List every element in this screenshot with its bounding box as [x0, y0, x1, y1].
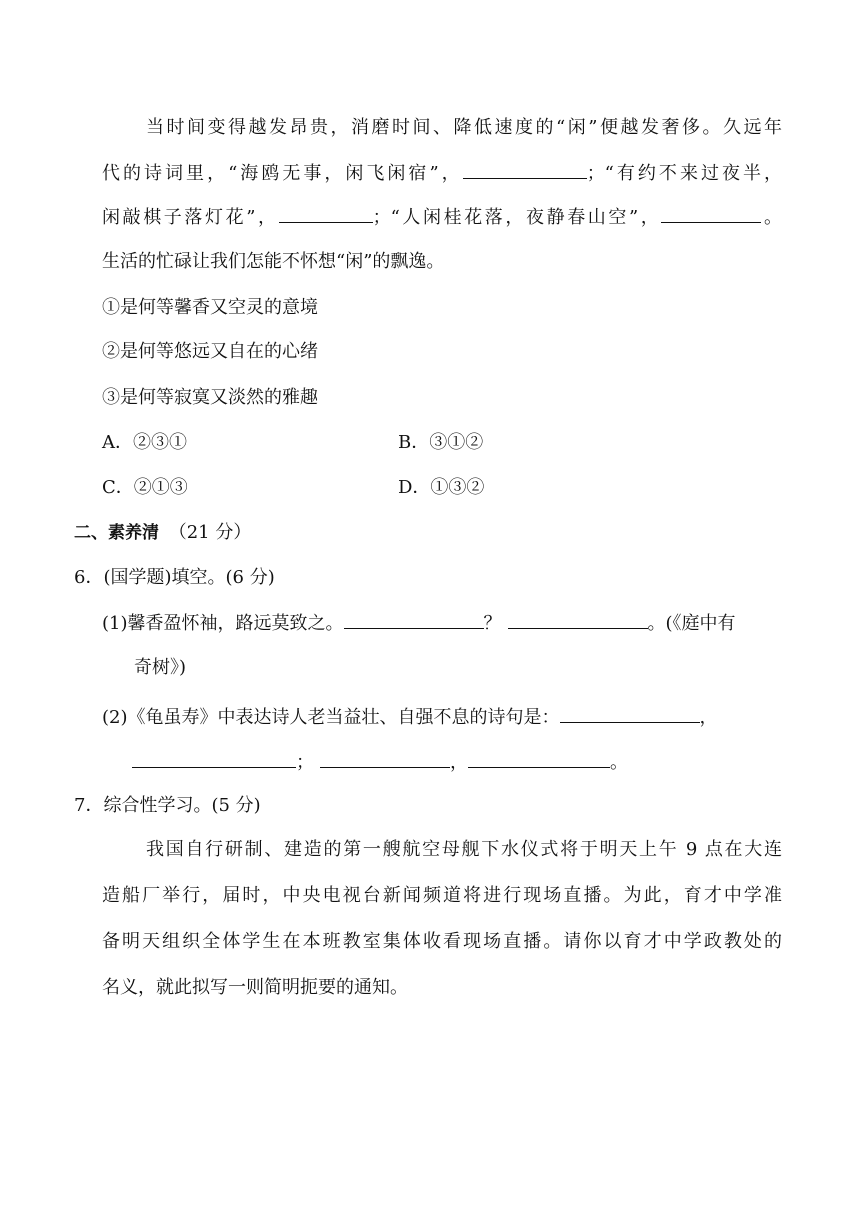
question-6-part-1: [102, 610, 736, 636]
passage-text-2b: ；“有约不来过夜半，: [586, 163, 783, 184]
blank-3[interactable]: [661, 204, 761, 223]
option-d[interactable]: D．①③②: [398, 477, 485, 498]
question-6-part-1-cont: 奇树》): [134, 657, 187, 678]
passage-line-4: [102, 250, 782, 274]
q6-p1-text: (1)馨香盈怀袖，路远莫致之。: [102, 613, 344, 634]
passage-text-3c: 。: [761, 207, 783, 228]
passage-text-1: 当时间变得越发昂贵，消磨时间、降低速度的“闲”便越发奢侈。久远年: [146, 117, 782, 138]
blank-8[interactable]: [320, 749, 450, 768]
q7-text-3: 备明天组织全体学生在本班教室集体收看现场直播。请你以育才中学政教处的: [102, 931, 782, 952]
blank-7[interactable]: [132, 749, 296, 768]
question-6-title: 6．(国学题)填空。(6 分): [74, 567, 275, 588]
passage-line-3: [102, 204, 782, 228]
passage-line-2: [102, 160, 782, 184]
passage-text-2a: 代的诗词里，“海鸥无事，闲飞闲宿”，: [102, 163, 463, 184]
q6-p2-semicolon: ；: [296, 752, 314, 773]
blank-2[interactable]: [279, 204, 373, 223]
q7-line-4: [102, 976, 782, 1000]
q7-text-2: 造船厂举行，届时，中央电视台新闻频道将进行现场直播。为此，育才中学准: [102, 885, 782, 906]
q6-p2-period: 。: [610, 752, 628, 773]
q7-text-1: 我国自行研制、建造的第一艘航空母舰下水仪式将于明天上午 9 点在大连: [146, 839, 782, 860]
question-6-part-2-cont: [132, 749, 628, 775]
blank-9[interactable]: [468, 749, 610, 768]
q7-line-1: [146, 838, 782, 862]
blank-4[interactable]: [344, 610, 484, 629]
question-6-part-2: [102, 704, 718, 730]
passage-text-4: 生活的忙碌让我们怎能不怀想“闲”的飘逸。: [102, 251, 445, 272]
q6-p2-text: (2)《龟虽寿》中表达诗人老当益壮、自强不息的诗句是：: [102, 707, 560, 728]
q7-line-2: [102, 884, 782, 908]
option-a[interactable]: A．②③①: [102, 432, 187, 453]
option-c[interactable]: C．②①③: [102, 477, 188, 498]
blank-1[interactable]: [463, 160, 587, 179]
passage-text-3b: ；“人闲桂花落，夜静春山空”，: [372, 207, 662, 228]
blank-5[interactable]: [508, 610, 648, 629]
q6-p2-comma2: ，: [450, 752, 468, 773]
statement-1: ①是何等馨香又空灵的意境: [102, 297, 318, 318]
question-7-title: 7．综合性学习。(5 分): [74, 795, 261, 816]
section-heading: [74, 521, 251, 545]
statement-3: ③是何等寂寞又淡然的雅趣: [102, 387, 318, 408]
section-score: （21 分）: [168, 522, 252, 543]
q6-p1-mark: ？: [483, 613, 502, 634]
q6-p1-source: 。(《庭中有: [647, 613, 736, 634]
q7-line-3: [102, 930, 782, 954]
section-title: 二、素养清: [74, 523, 159, 543]
passage-text-3a: 闲敲棋子落灯花”，: [102, 207, 279, 228]
q7-text-4: 名义，就此拟写一则简明扼要的通知。: [102, 977, 408, 998]
statement-2: ②是何等悠远又自在的心绪: [102, 341, 318, 362]
option-b[interactable]: B．③①②: [398, 432, 484, 453]
q6-p2-comma: ，: [699, 707, 718, 728]
blank-6[interactable]: [560, 704, 700, 723]
passage-line-1: [146, 116, 782, 140]
